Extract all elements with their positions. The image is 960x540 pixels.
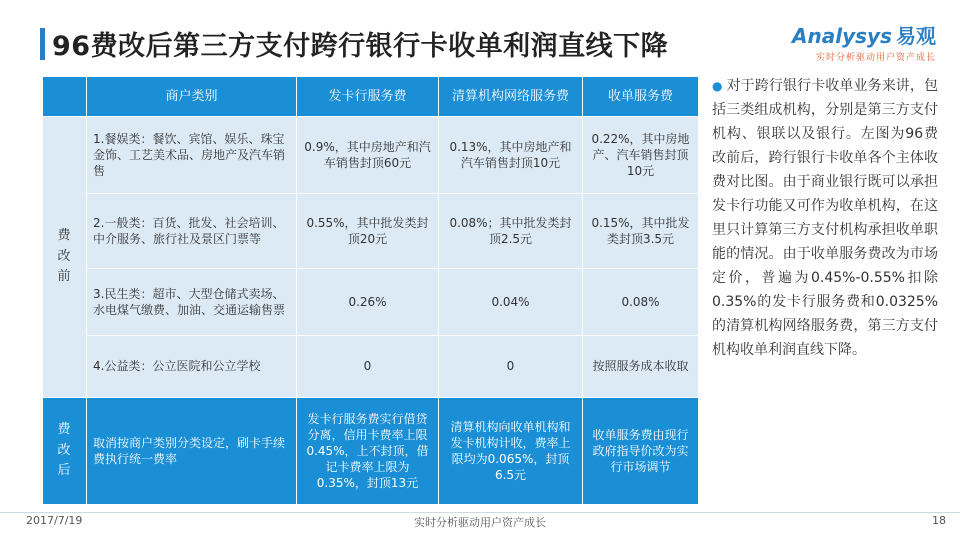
table-row-after-reform — [43, 398, 699, 505]
cell-issuer-fee: 0.9%，其中房地产和汽车销售封顶60元 — [297, 117, 439, 194]
cell-issuer-fee: 0.55%，其中批发类封顶20元 — [297, 194, 439, 269]
logo — [792, 20, 936, 63]
fee-comparison-table — [42, 76, 699, 505]
logo-brand-cn: 易观 — [896, 24, 936, 48]
header-corner — [43, 77, 87, 117]
analysis-bullet — [712, 74, 938, 362]
title-accent-bar — [40, 28, 45, 60]
cell-network-fee: 清算机构向收单机构和发卡机构计收，费率上限均为0.065%，封顶6.5元 — [439, 398, 583, 505]
footer-divider — [0, 512, 960, 513]
cell-acquiring-fee: 按照服务成本收取 — [583, 336, 699, 398]
table-header-row — [43, 77, 699, 117]
cell-acquiring-fee: 0.22%，其中房地产、汽车销售封顶10元 — [583, 117, 699, 194]
logo-brand — [792, 20, 936, 49]
logo-tagline: 实时分析驱动用户资产成长 — [815, 53, 936, 63]
cell-network-fee: 0.04% — [439, 269, 583, 336]
group-before-reform: 费 改 前 — [43, 117, 87, 398]
cell-acquiring-fee: 0.15%，其中批发类封顶3.5元 — [583, 194, 699, 269]
header-network-fee: 清算机构网络服务费 — [439, 77, 583, 117]
table-row — [43, 194, 699, 269]
group-after-reform: 费 改 后 — [43, 398, 87, 505]
table-row — [43, 269, 699, 336]
footer-slogan: 实时分析驱动用户资产成长 — [414, 516, 546, 529]
cell-category: 取消按商户类别分类设定，刷卡手续费执行统一费率 — [87, 398, 297, 505]
cell-acquiring-fee: 0.08% — [583, 269, 699, 336]
logo-brand-en: Analysys — [792, 24, 892, 48]
cell-category: 1.餐娱类：餐饮、宾馆、娱乐、珠宝金饰、工艺美术品、房地产及汽车销售 — [87, 117, 297, 194]
cell-issuer-fee: 发卡行服务费实行借贷分离，信用卡费率上限0.45%，上不封顶，借记卡费率上限为0.35%，封顶13元 — [297, 398, 439, 505]
table-row — [43, 336, 699, 398]
cell-category: 2.一般类：百货、批发、社会培训、中介服务、旅行社及景区门票等 — [87, 194, 297, 269]
cell-category: 4.公益类：公立医院和公立学校 — [87, 336, 297, 398]
cell-network-fee: 0.08%；其中批发类封顶2.5元 — [439, 194, 583, 269]
table-row — [43, 117, 699, 194]
header-merchant-category: 商户类别 — [87, 77, 297, 117]
cell-issuer-fee: 0 — [297, 336, 439, 398]
cell-network-fee: 0.13%，其中房地产和汽车销售封顶10元 — [439, 117, 583, 194]
analysis-text: 对于跨行银行卡收单业务来讲，包括三类组成机构，分别是第三方支付机构、银联以及银行。左图为96费改前后，跨行银行卡收单各个主体收费对比图。由于商业银行既可以承担发卡行功能又可作为收单机构，在这里只计算第三方支付机构承担收单职能的情况。由于收单服务费改为市场定价，普遍为0.45%-0.55%扣除0.35%的发卡行服务费和0.0325%的清算机构网络服务费，第三方支付机构收单利润直线下降。 — [712, 78, 938, 358]
cell-category: 3.民生类：超市、大型仓储式卖场、水电煤气缴费、加油、交通运输售票 — [87, 269, 297, 336]
cell-acquiring-fee: 收单服务费由现行政府指导价改为实行市场调节 — [583, 398, 699, 505]
cell-issuer-fee: 0.26% — [297, 269, 439, 336]
page-number: 18 — [932, 514, 946, 527]
header-issuer-fee: 发卡行服务费 — [297, 77, 439, 117]
page-title: 96费改后第三方支付跨行银行卡收单利润直线下降 — [52, 31, 669, 62]
cell-network-fee: 0 — [439, 336, 583, 398]
footer-date: 2017/7/19 — [26, 514, 83, 527]
bullet-dot-icon: ● — [712, 79, 723, 93]
header-acquiring-fee: 收单服务费 — [583, 77, 699, 117]
